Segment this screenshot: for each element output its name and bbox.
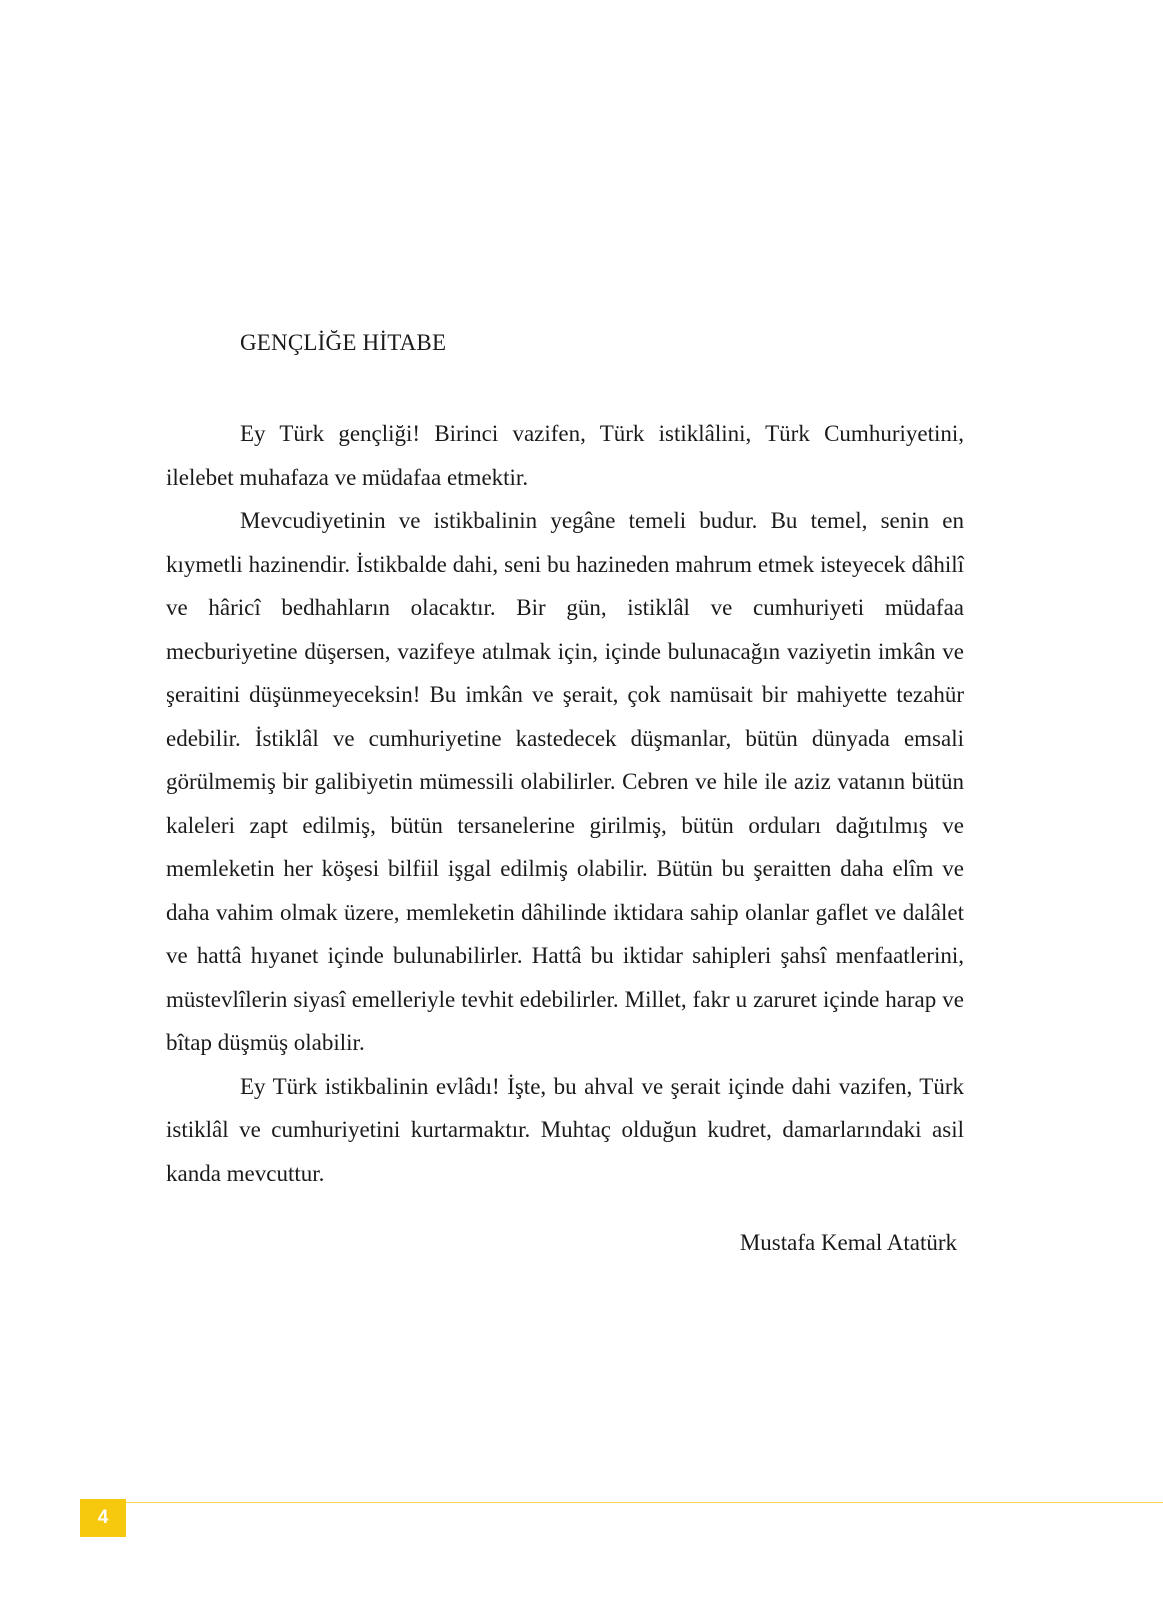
paragraph-1: Ey Türk gençliği! Birinci vazifen, Türk istiklâlini, Türk Cumhuriyetini, ilelebet muhafaza ve müdafaa etmektir. xyxy=(166,421,964,490)
paragraph-3: Ey Türk istikbalinin evlâdı! İşte, bu ahval ve şerait içinde dahi vazifen, Türk istiklâl ve cumhuriyetini kurtarmaktır. Muhtaç olduğun kudret, damarlarındaki asil kanda mevcuttur. xyxy=(166,1073,964,1186)
page-title: GENÇLİĞE HİTABE xyxy=(240,330,447,355)
footer-divider xyxy=(126,1502,1163,1503)
speech-body xyxy=(166,412,964,1195)
signature: Mustafa Kemal Atatürk xyxy=(739,1230,957,1255)
paragraph-2: Mevcudiyetinin ve istikbalinin yegâne temeli budur. Bu temel, senin en kıymetli hazinendir. İstikbalde dahi, seni bu hazineden mahrum etmek isteyecek dâhilî ve hâricî bedhahların olacaktır. Bir gün, istiklâl ve cumhuriyeti müdafaa mecburiyetine düşersen, vazifeye atılmak için, içinde bulunacağın vaziyetin imkân ve şeraitini düşünmeyeceksin! Bu imkân ve şerait, çok namüsait bir mahiyette tezahür edebilir. İstiklâl ve cumhuriyetine kastedecek düşmanlar, bütün dünyada emsali görülmemiş bir galibiyetin mümessili olabilirler. Cebren ve hile ile aziz vatanın bütün kaleleri zapt edilmiş, bütün tersanelerine girilmiş, bütün orduları dağıtılmış ve memleketin her köşesi bilfiil işgal edilmiş olabilir. Bütün bu şeraitten daha elîm ve daha vahim olmak üzere, memleketin dâhilinde iktidara sahip olanlar gaflet ve dalâlet ve hattâ hıyanet içinde bulunabilirler. Hattâ bu iktidar sahipleri şahsî menfaatlerini, müstevlîlerin siyasî emelleriyle tevhit edebilirler. Millet, fakr u zaruret içinde harap ve bîtap düşmüş olabilir. xyxy=(166,508,964,1055)
page-number-badge: 4 xyxy=(80,1499,126,1537)
